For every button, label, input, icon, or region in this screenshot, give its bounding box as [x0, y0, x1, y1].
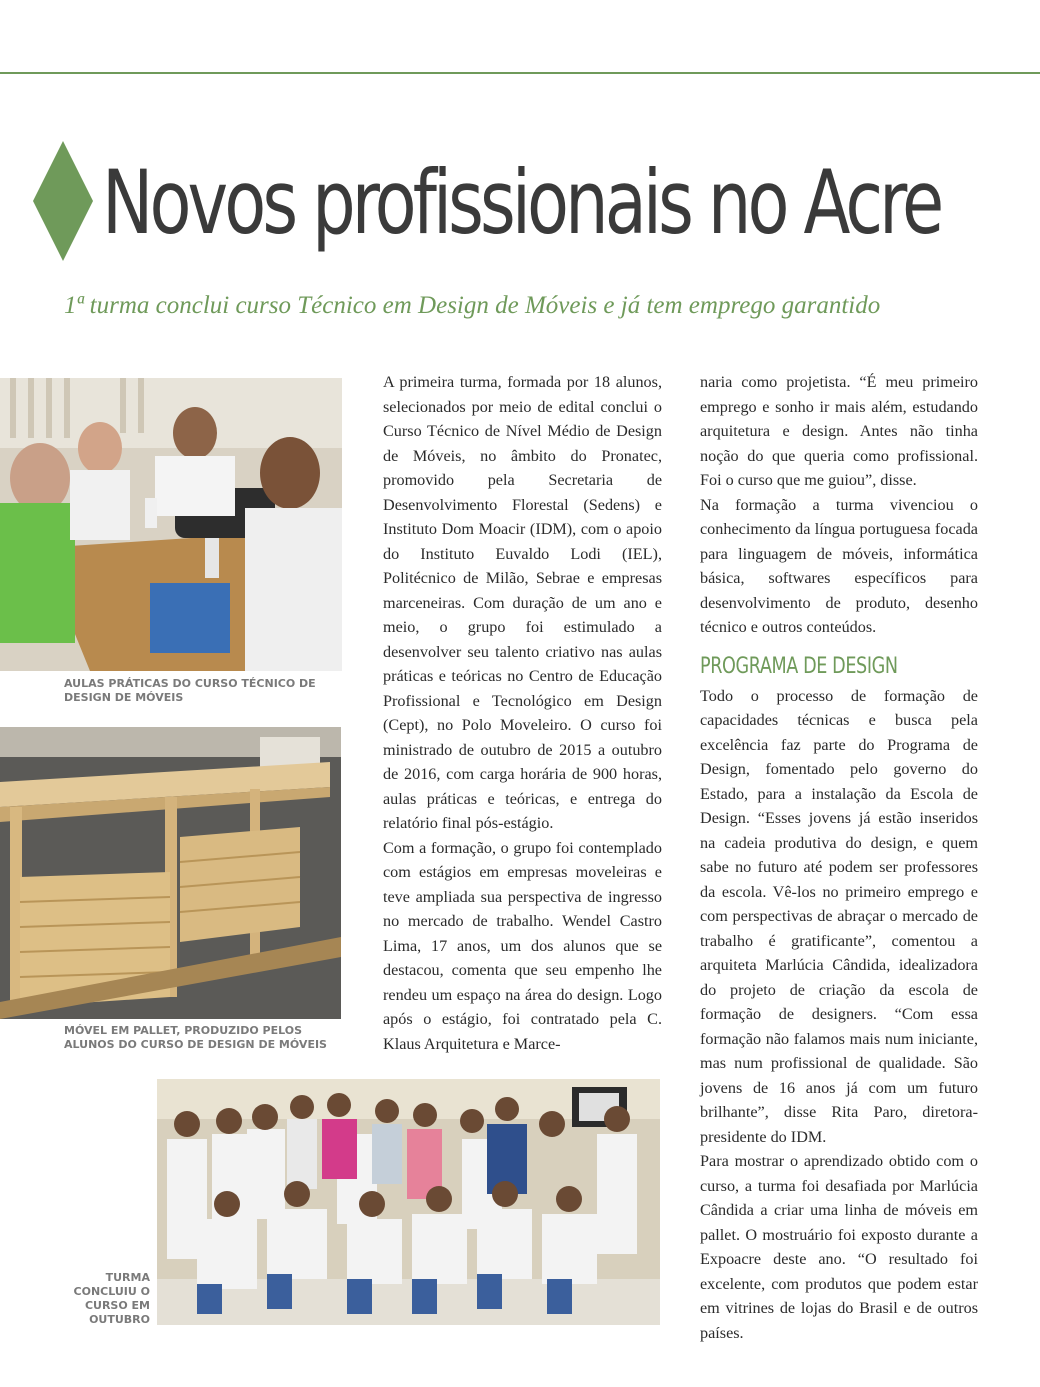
- pallet-furniture-photo: [0, 727, 341, 1019]
- group-photo: [157, 1079, 660, 1325]
- paragraph: Todo o processo de formação de capacidades técnicas e busca pela excelência faz parte do Programa de Design, fomentado pelo governo do Estado, para a instalação da Escola de Design. “Esses jovens já estão inseridos na cadeia produtiva do design, e quem sabe no futuro até podem ser professores da escola. Vê-los no primeiro emprego e com perspectivas de abraçar o mercado de trabalho é gratificante”, comentou a arquiteta Marlúcia Cândida, idealizadora do projeto de criação da escola de formação de designers. “Com essa formação não falamos mais num iniciante, mas num profissional de qualidade. São jovens de 16 anos já com um futuro brilhante”, disse Rita Paro, diretora-presidente do IDM.: [700, 686, 978, 1146]
- paragraph: Para mostrar o aprendizado obtido com o curso, a turma foi desafiada por Marlúcia Cândida a criar uma linha de móveis em pallet. O mostruário foi exposto durante a Expoacre deste ano. “O resultado foi excelente, com produtos que podem estar em vitrines de lojas do Brasil e de outros países.: [700, 1152, 978, 1342]
- text-column-2: [700, 370, 978, 1345]
- diamond-ornament-icon: [33, 141, 93, 261]
- article-subtitle: 1ª turma conclui curso Técnico em Design de Móveis e já tem emprego garantido: [64, 292, 881, 319]
- classroom-photo: [0, 378, 342, 671]
- paragraph: A primeira turma, formada por 18 alunos, selecionados por meio de edital conclui o Curso Técnico de Nível Médio de Design de Móveis, no âmbito do Pronatec, promovido pela Secretaria de Desenvolvimento Florestal (Sedens) e Instituto Dom Moacir (IDM), com o apoio do Instituto Euvaldo Lodi (IEL), Politécnico de Milão, Sebrae e empresas marceneiras. Com duração de um ano e meio, o grupo foi estimulado a desenvolver seu talento criativo nas aulas práticas e teóricas no Centro de Educação Profissional e Tecnológico em Design (Cept), no Polo Moveleiro. O curso foi ministrado de outubro de 2015 a outubro de 2016, com carga horária de 900 horas, aulas práticas e teóricas, e entrega do relatório final pós-estágio.: [383, 373, 662, 832]
- top-rule: [0, 72, 1040, 74]
- paragraph: naria como projetista. “É meu primeiro emprego e sonho ir mais além, estudando arquitetura e design. Antes não tinha noção do que queria como profissional. Foi o curso que me guiou”, disse.: [700, 373, 978, 489]
- photo2-caption: MÓVEL EM PALLET, PRODUZIDO PELOS ALUNOS DO CURSO DE DESIGN DE MÓVEIS: [64, 1024, 327, 1051]
- paragraph: Na formação a turma vivenciou o conhecimento da língua portuguesa focada para linguagem de móveis, informática básica, softwares específicos para desenvolvimento de produto, desenho técnico e outros conteúdos.: [700, 495, 978, 636]
- text-column-1: [383, 370, 662, 1056]
- paragraph: Com a formação, o grupo foi contemplado com estágios em empresas moveleiras e teve ampliada sua perspectiva de ingresso no mercado de trabalho. Wendel Castro Lima, 17 anos, um dos alunos que se destacou, comenta que seu empenho lhe rendeu um espaço na área do design. Logo após o estágio, foi contratado pela C. Klaus Arquitetura e Marce-: [383, 838, 662, 1053]
- article-title: Novos profissionais no Acre: [102, 151, 941, 254]
- photo1-caption: AULAS PRÁTICAS DO CURSO TÉCNICO DE DESIGN DE MÓVEIS: [64, 677, 316, 704]
- section-heading: PROGRAMA DE DESIGN: [700, 653, 898, 679]
- photo3-caption: TURMA CONCLUIU O CURSO EM OUTUBRO: [73, 1271, 150, 1326]
